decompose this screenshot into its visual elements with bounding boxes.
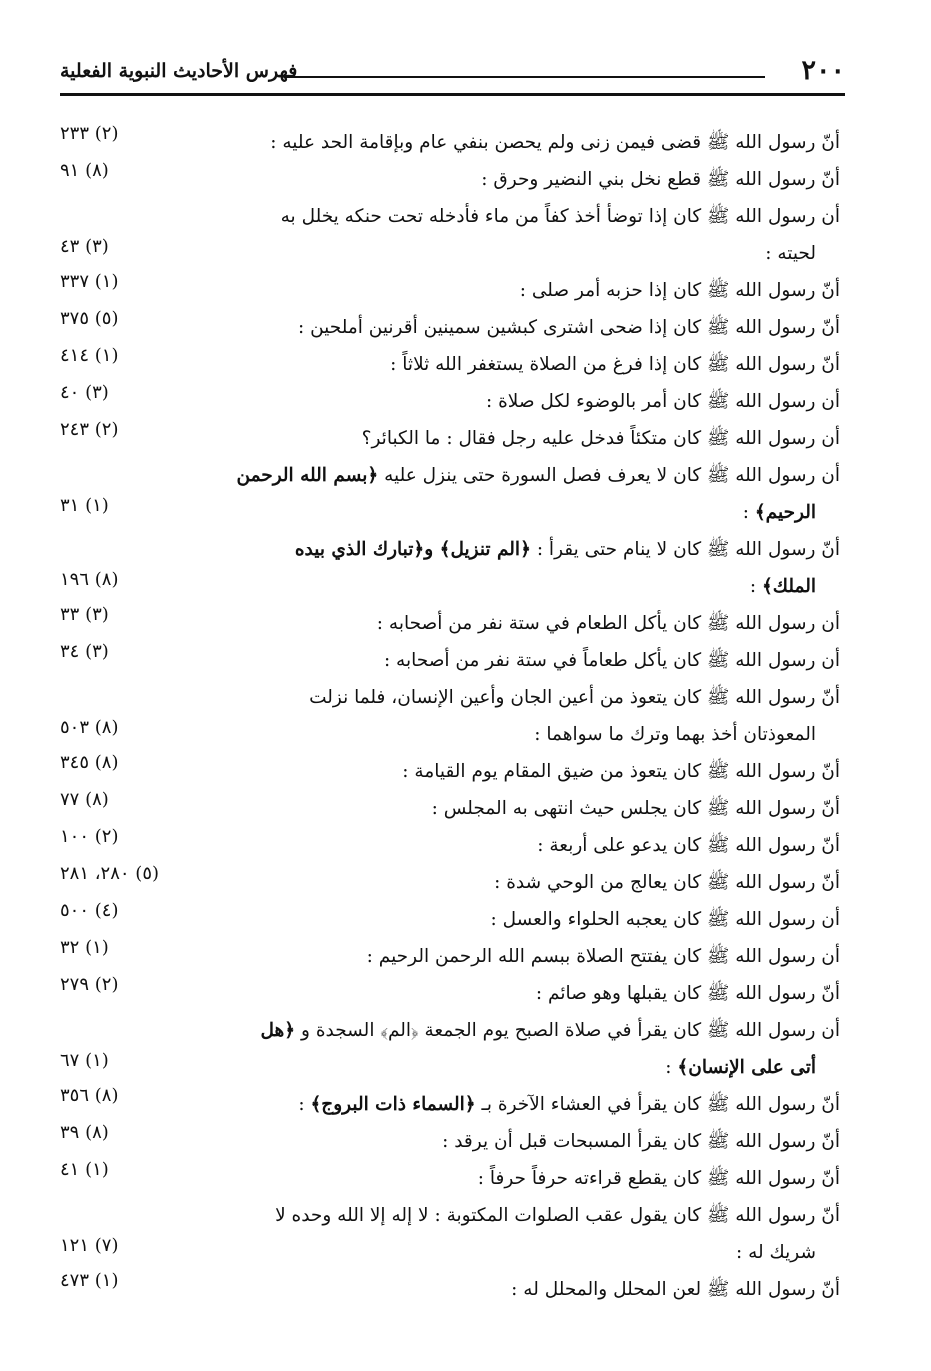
index-entry [60, 938, 840, 975]
entry-reference: (٨) ٣٤٥ [60, 752, 119, 773]
entry-text [182, 1086, 840, 1123]
index-entry [60, 753, 840, 790]
continuation-text: المعوذتان أخذ بهما وترك ما سواهما : [534, 724, 816, 745]
quran-quote: ﴿الم تنزيل﴾ و﴿تبارك الذي بيده [294, 539, 531, 560]
continuation-text: شريك له : [736, 1242, 816, 1263]
entry-text [182, 1197, 840, 1271]
quran-quote-continuation: أتى على الإنسان﴾ [677, 1057, 816, 1078]
continuation-text: : [742, 502, 755, 523]
quran-quote-continuation: الرحيم﴾ [754, 502, 816, 523]
index-entry [60, 975, 840, 1012]
index-entry [60, 124, 840, 161]
entry-text [182, 531, 840, 605]
index-entry [60, 272, 840, 309]
entry-main-text: أنّ رسول الله ﷺ كان يتعوذ من أعين الجان وأعين الإنسان، فلما نزلت [309, 687, 840, 708]
index-entry [60, 642, 840, 679]
entry-text [182, 1123, 840, 1160]
entry-main-text: أن رسول الله ﷺ كان يعجبه الحلواء والعسل : [490, 909, 840, 930]
index-entry [60, 531, 840, 605]
entry-text [182, 901, 840, 938]
entry-text [182, 198, 840, 272]
page-number: ٢٠٠ [801, 55, 845, 86]
entry-reference: (٧) ١٢١ [60, 1235, 119, 1256]
entry-text [182, 1160, 840, 1197]
index-entry [60, 679, 840, 753]
entry-text [182, 753, 840, 790]
entry-text [182, 1012, 840, 1086]
index-entry [60, 790, 840, 827]
index-entry [60, 1160, 840, 1197]
quran-quote: ﴿هل [260, 1020, 296, 1041]
index-entry [60, 827, 840, 864]
entry-main-text: أنّ رسول الله ﷺ كان إذا فرغ من الصلاة يستغفر الله ثلاثاً : [390, 354, 840, 375]
index-entry [60, 198, 840, 272]
entry-reference: (٣) ٤٠ [60, 382, 109, 403]
entry-reference: (١) ٣٣٧ [60, 271, 119, 292]
entry-continuation [182, 494, 840, 531]
entry-main-text: أنّ رسول الله ﷺ كان يقرأ في العشاء الآخرة بـ [481, 1094, 840, 1115]
entry-continuation [182, 1049, 840, 1086]
entry-reference: (٥) ٣٧٥ [60, 308, 119, 329]
entry-reference: (١) ٤١ [60, 1159, 109, 1180]
entry-reference: (٣) ٤٣ [60, 236, 109, 257]
entry-text [182, 975, 840, 1012]
quran-quote: ﴿السماء ذات البروج﴾ [310, 1094, 476, 1115]
entry-text [182, 346, 840, 383]
entry-text [182, 790, 840, 827]
entry-reference: (٤) ٥٠٠ [60, 900, 119, 921]
entry-main-text: أن رسول الله ﷺ كان أمر بالوضوء لكل صلاة : [485, 391, 840, 412]
entry-text [182, 938, 840, 975]
entry-reference: (٣) ٣٤ [60, 641, 109, 662]
entry-main-text: أن رسول الله ﷺ كان يأكل طعاماً في ستة نفر من أصحابه : [383, 650, 840, 671]
running-title: فهرس الأحاديث النبوية الفعلية [60, 60, 298, 82]
entry-reference: (٨) ٣٩ [60, 1122, 109, 1143]
entry-reference: (١) ٣١ [60, 495, 109, 516]
index-entry [60, 309, 840, 346]
index-entry [60, 1123, 840, 1160]
entry-continuation [182, 1234, 840, 1271]
continuation-text: : [749, 576, 762, 597]
quran-quote: ﴿بسم الله الرحمن [236, 465, 379, 486]
entry-main-text: أنّ رسول الله ﷺ قطع نخل بني النضير وحرق : [481, 169, 840, 190]
entry-main-text: أن رسول الله ﷺ كان لا يعرف فصل السورة حتى ينزل عليه [384, 465, 840, 486]
entry-main-text: أنّ رسول الله ﷺ كان يعالج من الوحي شدة : [494, 872, 840, 893]
index-entry [60, 1012, 840, 1086]
entry-main-text: أنّ رسول الله ﷺ كان يقطع قراءته حرفاً حرفاً : [477, 1168, 840, 1189]
entry-reference: (٨) ٣٥٦ [60, 1085, 119, 1106]
entry-text [182, 642, 840, 679]
continuation-text: : [665, 1057, 678, 1078]
entry-main-text: أنّ رسول الله ﷺ كان يتعوذ من ضيق المقام يوم القيامة : [402, 761, 840, 782]
index-entry [60, 1271, 840, 1308]
index-entry [60, 457, 840, 531]
entry-text [182, 679, 840, 753]
entry-reference: (١) ٦٧ [60, 1050, 109, 1071]
entry-text [182, 383, 840, 420]
hadith-index-list [60, 124, 840, 1308]
index-entry [60, 1086, 840, 1123]
header-rule [60, 93, 845, 96]
entry-reference: (٢) ٢٣٣ [60, 123, 119, 144]
entry-reference: (٨) ١٩٦ [60, 569, 119, 590]
entry-reference: (١) ٤٧٣ [60, 1270, 119, 1291]
entry-text [182, 272, 840, 309]
index-entry [60, 161, 840, 198]
entry-main-text: أن رسول الله ﷺ كان يقرأ في صلاة الصبح يوم الجمعة ﴿الم﴾ السجدة و [301, 1020, 840, 1041]
entry-continuation [182, 568, 840, 605]
entry-main-text: أنّ رسول الله ﷺ كان لا ينام حتى يقرأ : [536, 539, 840, 560]
index-entry [60, 383, 840, 420]
entry-main-text: أنّ رسول الله ﷺ كان يدعو على أربعة : [537, 835, 840, 856]
entry-main-text: أنّ رسول الله ﷺ كان يقول عقب الصلوات المكتوبة : لا إله إلا الله وحده لا [275, 1205, 840, 1226]
entry-reference: (٨) ٧٧ [60, 789, 109, 810]
entry-text [182, 124, 840, 161]
entry-text [182, 309, 840, 346]
entry-reference: (٣) ٣٣ [60, 604, 109, 625]
entry-text [182, 1271, 840, 1308]
entry-main-text: أنّ رسول الله ﷺ كان إذا ضحى اشترى كبشين سمينين أقرنين أملحين : [297, 317, 840, 338]
entry-main-text: أن رسول الله ﷺ كان إذا توضأ أخذ كفاً من ماء فأدخله تحت حنكه يخلل به [280, 206, 840, 227]
entry-tail: : [298, 1094, 311, 1115]
entry-text [182, 827, 840, 864]
index-entry [60, 605, 840, 642]
index-entry [60, 901, 840, 938]
entry-reference: (١) ٣٢ [60, 937, 109, 958]
entry-text [182, 605, 840, 642]
entry-main-text: أنّ رسول الله ﷺ قضى فيمن زنى ولم يحصن بنفي عام وبإقامة الحد عليه : [270, 132, 840, 153]
entry-main-text: أنّ رسول الله ﷺ لعن المحلل والمحلل له : [511, 1279, 840, 1300]
entry-reference: (٥) ٢٨٠، ٢٨١ [60, 863, 160, 884]
entry-main-text: أنّ رسول الله ﷺ كان يقبلها وهو صائم : [535, 983, 840, 1004]
continuation-text: لحيته : [765, 243, 816, 264]
entry-reference: (٢) ١٠٠ [60, 826, 119, 847]
entry-reference: (٨) ٩١ [60, 160, 109, 181]
entry-main-text: أن رسول الله ﷺ كان متكئاً فدخل عليه رجل فقال : ما الكبائر؟ [361, 428, 840, 449]
index-entry [60, 864, 840, 901]
entry-main-text: أنّ رسول الله ﷺ كان يقرأ المسبحات قبل أن يرقد : [442, 1131, 840, 1152]
index-entry [60, 346, 840, 383]
quran-quote-continuation: الملك﴾ [761, 576, 816, 597]
entry-text [182, 161, 840, 198]
entry-text [182, 864, 840, 901]
entry-main-text: أن رسول الله ﷺ كان يأكل الطعام في ستة نفر من أصحابه : [376, 613, 840, 634]
page-header [60, 56, 845, 86]
header-dash-line [285, 76, 765, 78]
entry-reference: (٢) ٢٧٩ [60, 974, 119, 995]
entry-continuation [182, 235, 840, 272]
index-entry [60, 420, 840, 457]
entry-continuation [182, 716, 840, 753]
entry-reference: (١) ٤١٤ [60, 345, 119, 366]
entry-reference: (٨) ٥٠٣ [60, 717, 119, 738]
entry-main-text: أنّ رسول الله ﷺ كان إذا حزبه أمر صلى : [519, 280, 840, 301]
entry-main-text: أن رسول الله ﷺ كان يفتتح الصلاة ببسم الله الرحمن الرحيم : [366, 946, 840, 967]
entry-reference: (٢) ٢٤٣ [60, 419, 119, 440]
entry-text [182, 457, 840, 531]
entry-main-text: أنّ رسول الله ﷺ كان يجلس حيث انتهى به المجلس : [431, 798, 840, 819]
entry-text [182, 420, 840, 457]
index-entry [60, 1197, 840, 1271]
